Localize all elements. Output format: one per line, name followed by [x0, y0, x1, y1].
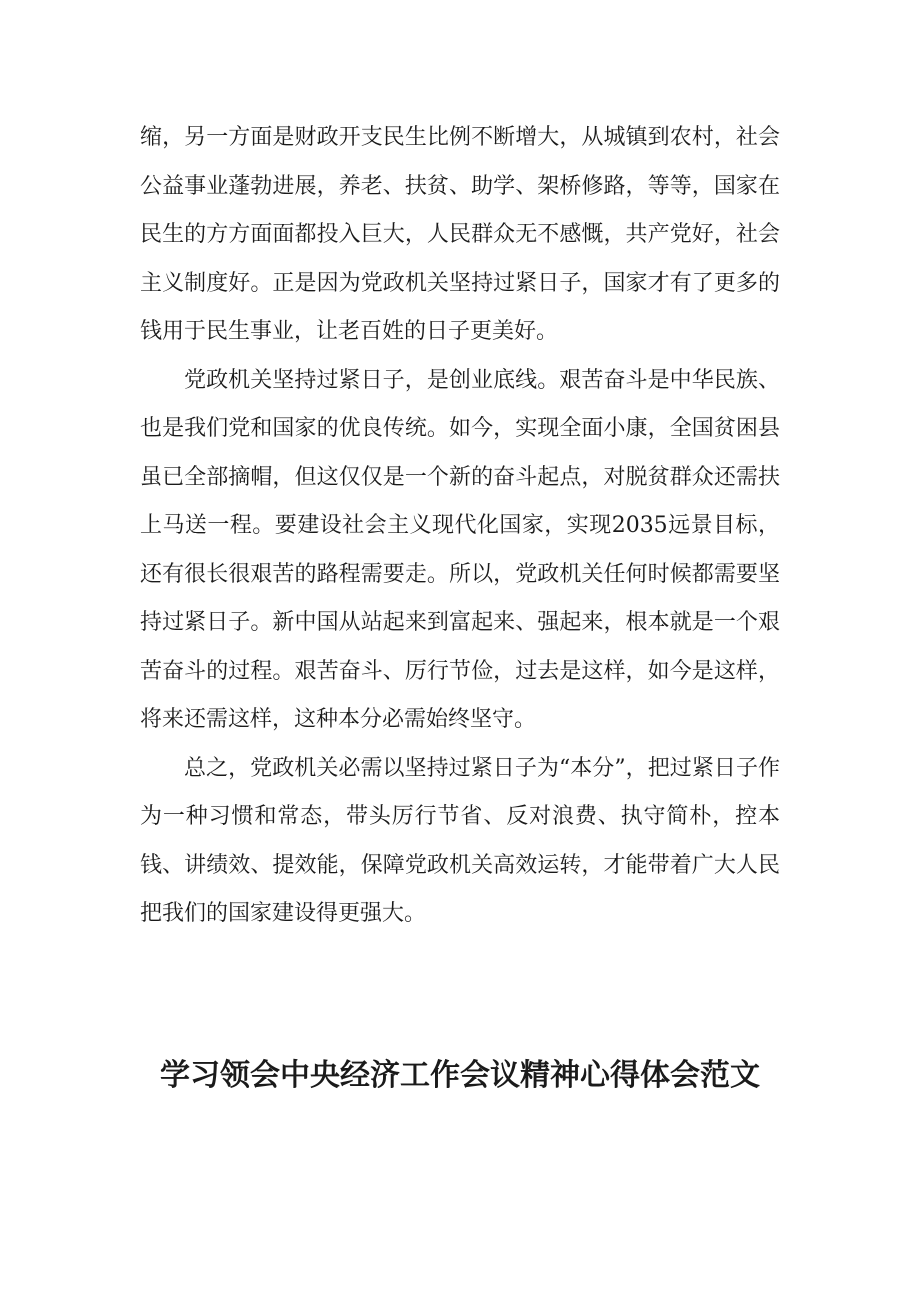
paragraph-creation-baseline: 党政机关坚持过紧日子，是创业底线。艰苦奋斗是中华民族、也是我们党和国家的优良传统。如今，实现全面小康，全国贫困县虽已全部摘帽，但这仅仅是一个新的奋斗起点，对脱贫群众还需扶上马送一程。要建设社会主义现代化国家，实现2035远景目标，还有很长很艰苦的路程需要走。所以，党政机关任何时候都需要坚持过紧日子。新中国从站起来到富起来、强起来，根本就是一个艰苦奋斗的过程。艰苦奋斗、厉行节俭，过去是这样，如今是这样，将来还需这样，这种本分必需始终坚守。	[140, 367, 780, 732]
paragraph-continuation: 缩，另一方面是财政开支民生比例不断增大，从城镇到农村，社会公益事业蓬勃进展，养老、扶贫、助学、架桥修路，等等，国家在民生的方方面面都投入巨大，人民群众无不感慨，共产党好，社会主义制度好。正是因为党政机关坚持过紧日子，国家才有了更多的钱用于民生事业，让老百姓的日子更美好。	[140, 125, 780, 344]
body-text	[140, 114, 780, 939]
section-heading: 学习领会中央经济工作会议精神心得体会范文	[160, 1058, 760, 1093]
paragraph-conclusion: 总之，党政机关必需以坚持过紧日子为“本分”，把过紧日子作为一种习惯和常态，带头厉行节省、反对浪费、执守简朴，控本钱、讲绩效、提效能，保障党政机关高效运转，才能带着广大人民把我们的国家建设得更强大。	[140, 755, 780, 926]
